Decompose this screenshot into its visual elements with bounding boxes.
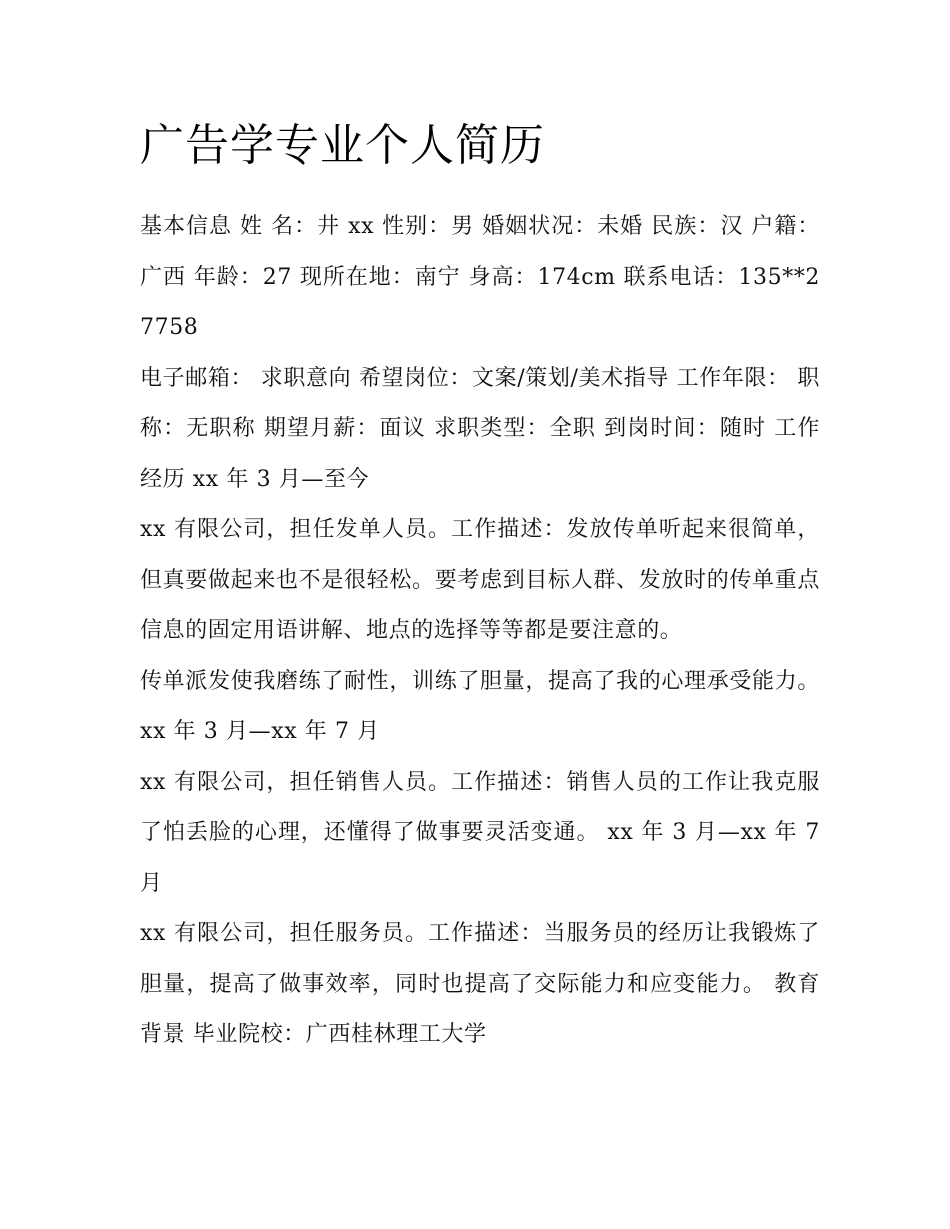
paragraph-experience-flyer: xx 有限公司，担任发单人员。工作描述：发放传单听起来很简单，但真要做起来也不是很轻松。要考虑到目标人群、发放时的传单重点信息的固定用语讲解、地点的选择等等都是要注意的。 (140, 517, 820, 643)
document-body (140, 112, 820, 1061)
paragraph-job-intention: 电子邮箱： 求职意向 希望岗位：文案/策划/美术指导 工作年限： 职称：无职称 期望月薪：面议 求职类型：全职 到岗时间：随时 工作经历 xx 年 3 月—至今 (140, 365, 820, 492)
page-title: 广告学专业个人简历 (140, 120, 545, 171)
paragraph-experience-sales: xx 有限公司，担任销售人员。工作描述：销售人员的工作让我克服了怕丢脸的心理，还懂得了做事要灵活变通。 xx 年 3 月—xx 年 7 月 (140, 769, 820, 896)
paragraph-basic-info: 基本信息 姓 名：井 xx 性别：男 婚姻状况：未婚 民族：汉 户籍：广西 年龄：27 现所在地：南宁 身高：174cm 联系电话：135**27758 (140, 214, 820, 340)
paragraph-flyer-reflection: 传单派发使我磨练了耐性，训练了胆量，提高了我的心理承受能力。 xx 年 3 月—xx 年 7 月 (140, 668, 820, 744)
paragraph-experience-service: xx 有限公司，担任服务员。工作描述：当服务员的经历让我锻炼了胆量，提高了做事效率，同时也提高了交际能力和应变能力。 教育背景 毕业院校：广西桂林理工大学 (140, 921, 820, 1047)
